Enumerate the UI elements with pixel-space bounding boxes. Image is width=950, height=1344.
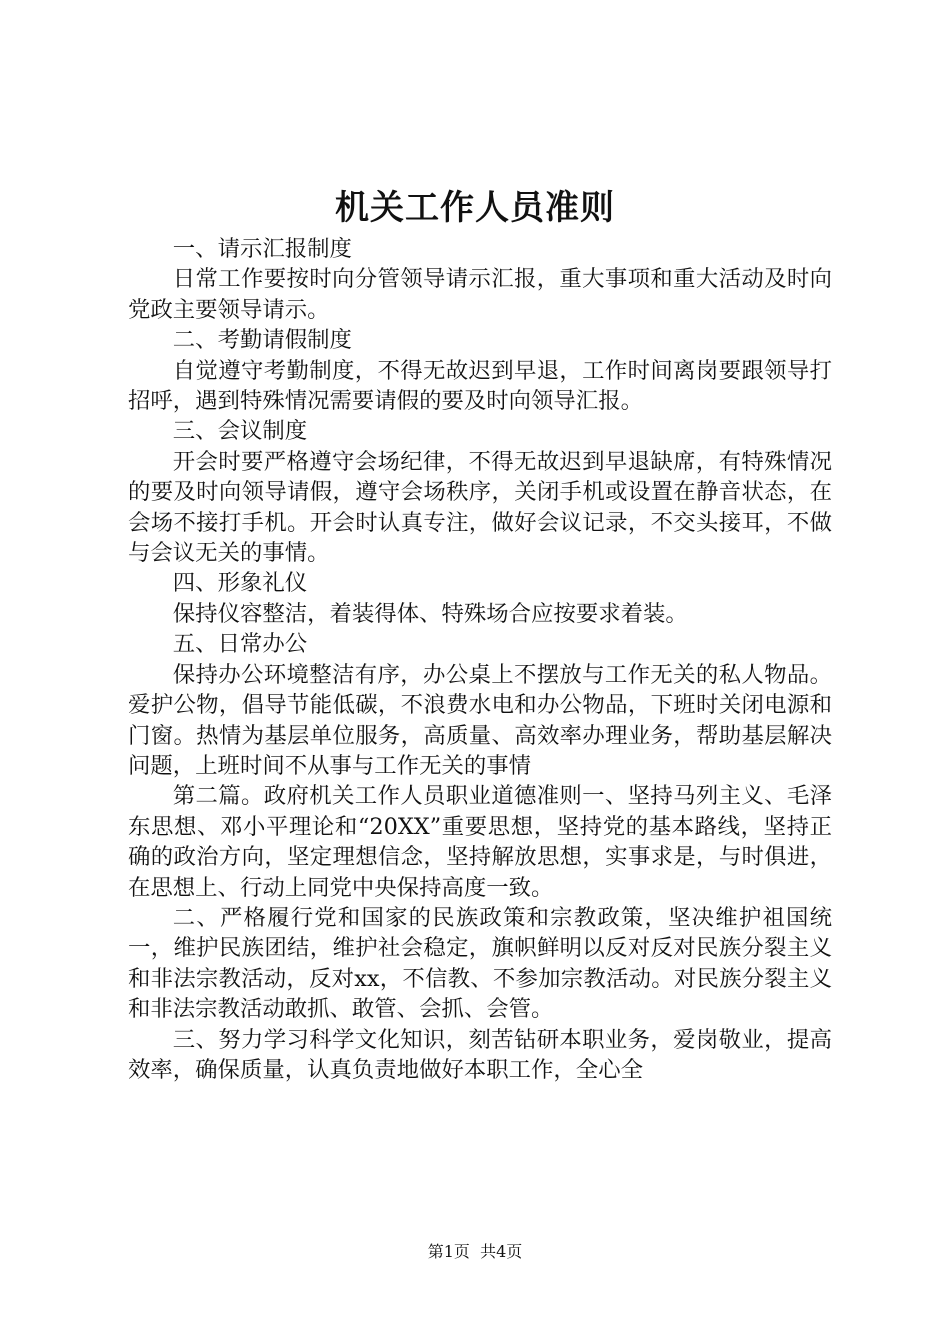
paragraph-5: 保持办公环境整洁有序，办公桌上不摆放与工作无关的私人物品。爱护公物，倡导节能低碳，不浪费水电和办公物品，下班时关闭电源和门窗。热情为基层单位服务，高质量、高效率办理业务，帮助基层解决问题，上班时间不从事与工作无关的事情	[128, 661, 832, 779]
paragraph-1: 日常工作要按时向分管领导请示汇报，重大事项和重大活动及时向党政主要领导请示。	[128, 266, 832, 323]
footer-spacer	[470, 1242, 480, 1261]
document-body	[128, 234, 832, 1085]
page-footer	[0, 1240, 950, 1264]
paragraph-4: 保持仪容整洁，着装得体、特殊场合应按要求着装。	[172, 600, 688, 627]
page-total: 共4页	[480, 1242, 523, 1261]
paragraph-2: 自觉遵守考勤制度，不得无故迟到早退，工作时间离岗要跟领导打招呼，遇到特殊情况需要请假的要及时向领导汇报。	[128, 357, 832, 415]
paragraph-8: 三、努力学习科学文化知识，刻苦钻研本职业务，爱岗敬业，提高效率，确保质量，认真负责地做好本职工作，全心全	[128, 1026, 832, 1083]
page-number: 第1页	[427, 1242, 470, 1261]
section-heading-1: 一、请示汇报制度	[172, 236, 352, 262]
paragraph-3: 开会时要严格遵守会场纪律，不得无故迟到早退缺席，有特殊情况的要及时向领导请假，遵守会场秩序，关闭手机或设置在静音状态，在会场不接打手机。开会时认真专注，做好会议记录，不交头接耳，不做与会议无关的事情。	[128, 448, 832, 567]
section-heading-4: 四、形象礼仪	[172, 570, 308, 597]
section-heading-3: 三、会议制度	[172, 418, 308, 445]
document-title: 机关工作人员准则	[335, 188, 615, 228]
paragraph-7: 二、严格履行党和国家的民族政策和宗教政策，坚决维护祖国统一，维护民族团结，维护社会稳定，旗帜鲜明以反对反对民族分裂主义和非法宗教活动，反对xx，不信教、不参加宗教活动。对民族分裂主义和非法宗教活动敢抓、敢管、会抓、会管。	[128, 904, 832, 1023]
paragraph-6: 第二篇。政府机关工作人员职业道德准则一、坚持马列主义、毛泽东思想、邓小平理论和“20XX”重要思想，坚持党的基本路线，坚持正确的政治方向，坚定理想信念，坚持解放思想，实事求是，与时俱进，在思想上、行动上同党中央保持高度一致。	[128, 783, 832, 901]
section-heading-5: 五、日常办公	[172, 631, 308, 658]
section-heading-2: 二、考勤请假制度	[172, 327, 352, 354]
